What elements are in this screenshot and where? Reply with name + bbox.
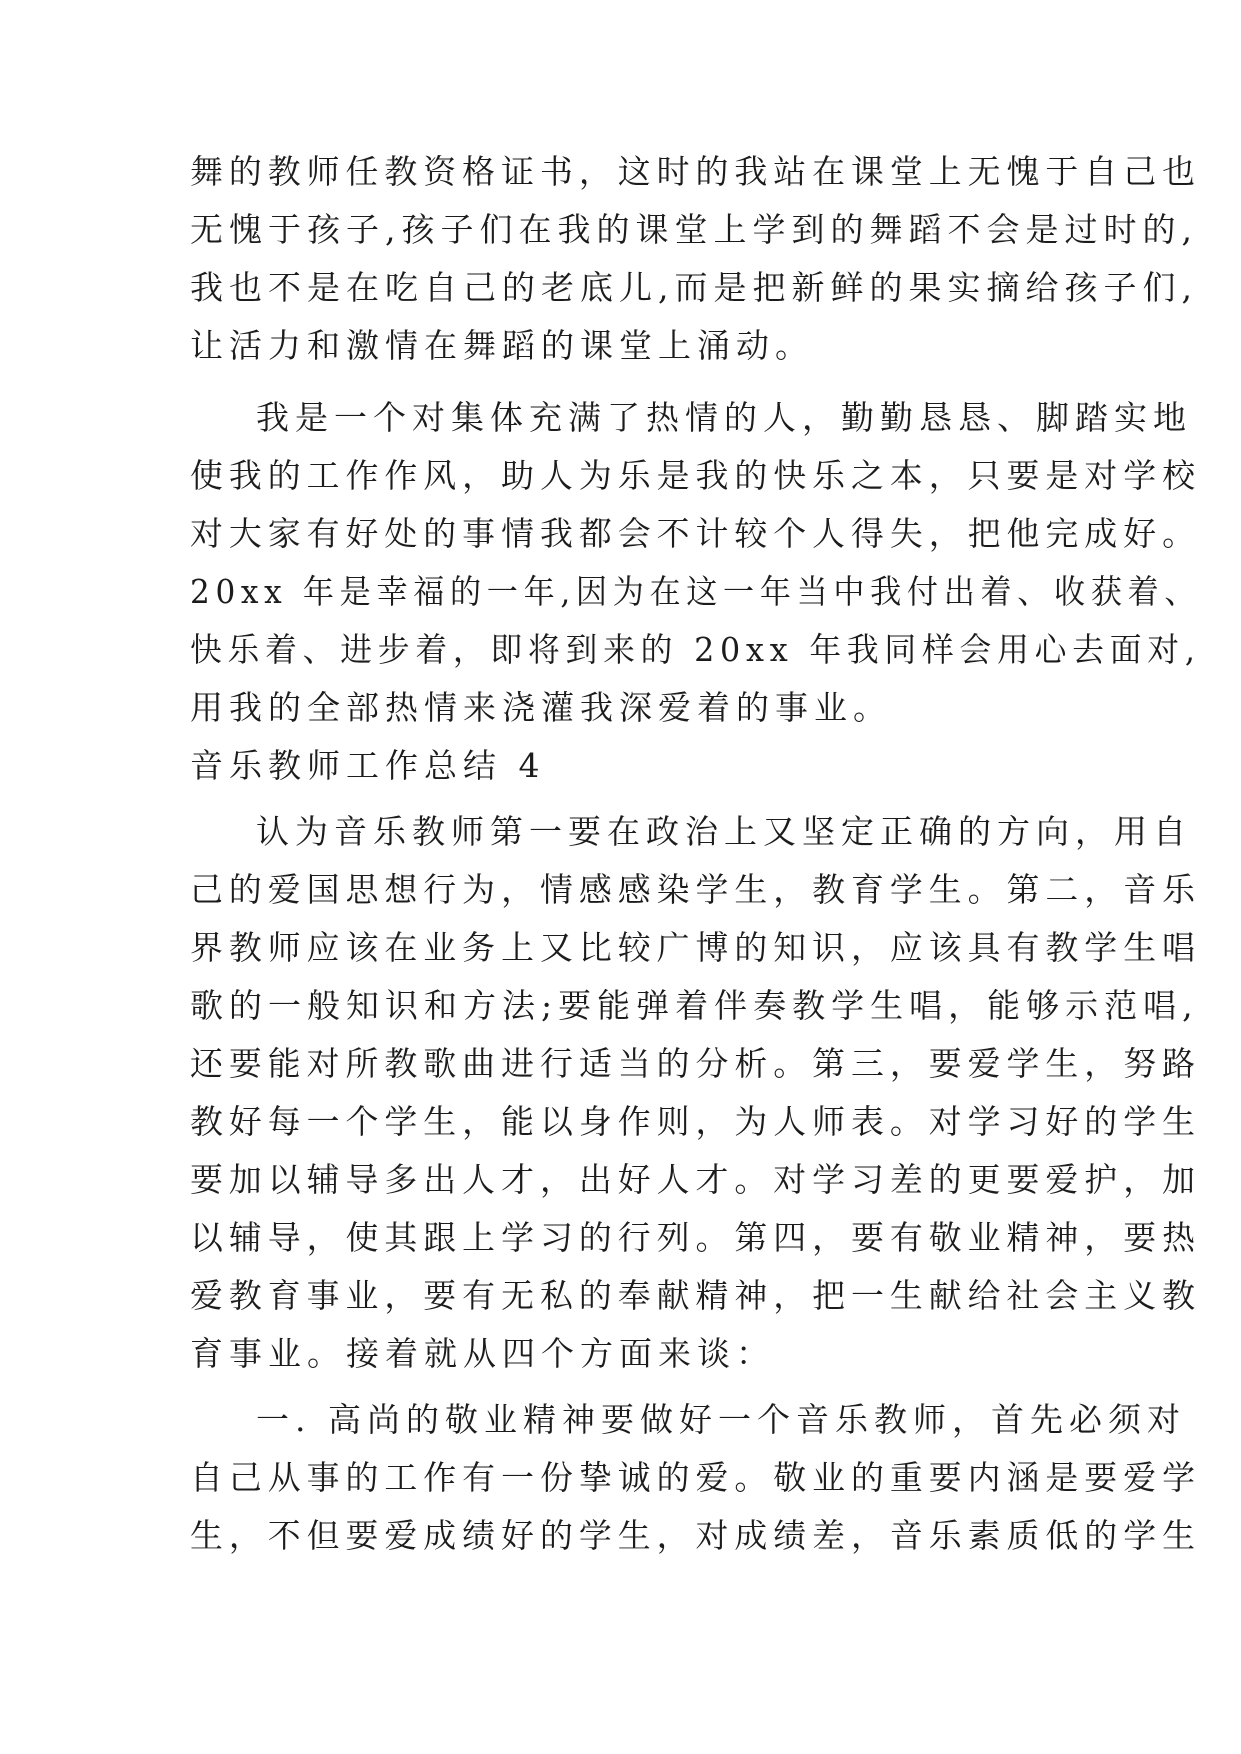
text-line: 以辅导，使其跟上学习的行列。第四，要有敬业精神，要热	[190, 1218, 1201, 1257]
text-line: 要加以辅导多出人才，出好人才。对学习差的更要爱护，加	[190, 1160, 1201, 1199]
text-line: 歌的一般知识和方法;要能弹着伴奏教学生唱，能够示范唱,	[190, 986, 1199, 1025]
text-line: 20xx 年是幸福的一年,因为在这一年当中我付出着、收获着、	[190, 572, 1202, 611]
text-line: 使我的工作作风，助人为乐是我的快乐之本，只要是对学校	[190, 456, 1201, 495]
text-line: 用我的全部热情来浇灌我深爱着的事业。	[190, 688, 892, 727]
text-line: 界教师应该在业务上又比较广博的知识，应该具有教学生唱	[190, 928, 1201, 967]
paragraph-first-line: 认为音乐教师第一要在政治上又坚定正确的方向，用自	[256, 812, 1192, 851]
text-line: 让活力和激情在舞蹈的课堂上涌动。	[190, 326, 814, 365]
text-line: 无愧于孩子,孩子们在我的课堂上学到的舞蹈不会是过时的,	[190, 210, 1198, 249]
text-line: 快乐着、进步着，即将到来的 20xx 年我同样会用心去面对,	[190, 630, 1201, 669]
paragraph-first-line: 一. 高尚的敬业精神要做好一个音乐教师，首先必须对	[256, 1400, 1186, 1439]
text-line: 我也不是在吃自己的老底儿,而是把新鲜的果实摘给孩子们,	[190, 268, 1198, 307]
text-line: 舞的教师任教资格证书，这时的我站在课堂上无愧于自己也	[190, 152, 1201, 191]
paragraph-first-line: 我是一个对集体充满了热情的人，勤勤恳恳、脚踏实地	[256, 398, 1192, 437]
text-line: 爱教育事业，要有无私的奉献精神，把一生献给社会主义教	[190, 1276, 1201, 1315]
text-line: 自己从事的工作有一份挚诚的爱。敬业的重要内涵是要爱学	[190, 1458, 1201, 1497]
text-line: 还要能对所教歌曲进行适当的分析。第三，要爱学生，努路	[190, 1044, 1201, 1083]
text-line: 育事业。接着就从四个方面来谈：	[190, 1334, 775, 1373]
text-line: 对大家有好处的事情我都会不计较个人得失，把他完成好。	[190, 514, 1201, 553]
text-line: 教好每一个学生，能以身作则，为人师表。对学习好的学生	[190, 1102, 1201, 1141]
section-heading: 音乐教师工作总结 4	[190, 746, 546, 785]
text-line: 己的爱国思想行为，情感感染学生，教育学生。第二，音乐	[190, 870, 1201, 909]
text-line: 生，不但要爱成绩好的学生，对成绩差，音乐素质低的学生	[190, 1516, 1201, 1555]
